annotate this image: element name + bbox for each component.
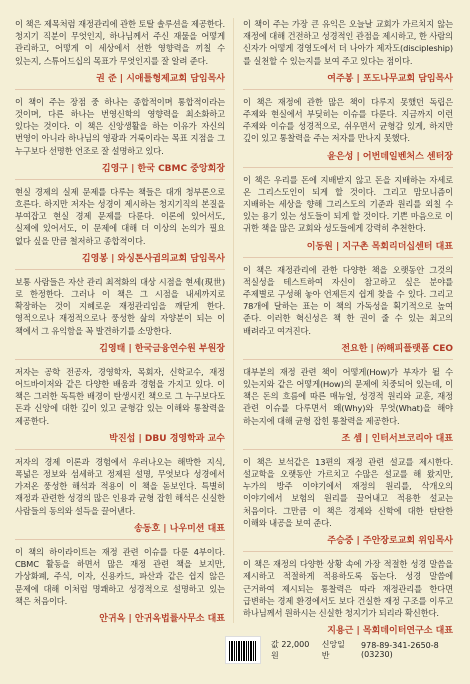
endorsement xyxy=(243,456,453,552)
right-column xyxy=(243,18,453,641)
column-divider xyxy=(233,18,234,623)
footer xyxy=(225,635,460,665)
isbn: 978-89-341-2650-8 (03230) xyxy=(361,641,439,659)
endorsement-author xyxy=(15,521,225,534)
divider-line xyxy=(15,89,225,90)
endorsement xyxy=(243,174,453,258)
endorsement-text: 보통 사람들은 자산 관리 최적화의 대상 시점을 현세(現世)로 한정한다. 그러나 이 책은 그 시점을 내세까지로 확장하는 것이 지혜로운 재정관리임을 깨닫게 한다. 영적으로나 재정적으로나 풍성한 삶의 자양분이 되는 이 책에서 그 유익함을 꼭 발견하기를 소망한다. xyxy=(15,276,225,336)
category: 신앙일반 xyxy=(321,640,345,660)
endorsement-author xyxy=(243,533,453,546)
endorsement xyxy=(243,366,453,450)
author-name: 안귀옥 | 안귀옥법률사무소 대표 xyxy=(99,613,225,624)
divider-line xyxy=(15,539,225,540)
endorsement xyxy=(15,546,225,624)
author-name: 박진섭 | DBU 경영학과 교수 xyxy=(109,433,225,444)
endorsement-text: 저자의 경제 이론과 경험에서 우러나오는 해박한 지식, 폭넓은 정보와 섬세하고 정제된 설명, 무엇보다 성경에서 가져온 풍성한 해석과 적용이 이 책을 돋보인다. 특별히 재정과 관련한 성경의 많은 인용과 균형 잡힌 해석은 신실한 사람들의 동의와 설득을 끌어낸다. xyxy=(15,456,225,516)
endorsement-text: 이 책은 보석같은 13편의 재정 관련 설교를 제시한다. 설교학을 오랫동안 가르치고 수많은 설교를 해 왔지만, 누가의 방주 이야기에서 재정의 원리를, 삭개오의 이야기에서 보험의 원리를 끌어내고 적용한 설교는 처음이다. 그만큼 이 책은 경제와 신학에 대한 탄탄한 이해와 내공을 보여 준다. xyxy=(243,456,453,528)
endorsement-text: 현실 경제의 실제 문제를 다루는 책들은 대개 청부론으로 흐른다. 하지만 저자는 성경이 제시하는 청지기직의 본질을 부여잡고 현실 경제 문제를 다룬다. 이론에 있어서도, 실제에 있어서도, 이 문제에 대해 더 이상의 논의가 필요 없다 싶을 만큼 철저하고 종합적이다. xyxy=(15,186,225,246)
divider-line xyxy=(243,359,453,360)
author-name: 조 셈 | 인터서브코리아 대표 xyxy=(341,433,453,444)
price: 값 22,000원 xyxy=(271,640,310,660)
endorsement-text: 이 책이 주는 가장 큰 유익은 오늘날 교회가 가르치지 않는 재정에 대해 건전하고 성경적인 관점을 제시하고, 한 사람의 신자가 어떻게 경영도에서 더 나아가 제자도(discipleship)를 실천할 수 있는지를 보여 주고 있다는 점이다. xyxy=(243,19,453,66)
endorsement xyxy=(243,558,453,636)
endorsement xyxy=(15,456,225,540)
endorsement-text: 이 책은 우리를 돈에 지배받지 않고 돈을 지배하는 자세로 온 그리스도인이 되게 할 것이다. 그리고 맘모니즘이 지배하는 세상을 향해 그리스도의 기준과 원리를 외칠 수 있는 용기 있는 성도들이 되게 할 것이다. 기쁜 마음으로 이 귀한 책을 많은 교회와 성도들에게 강력히 추천한다. xyxy=(243,174,453,234)
endorsement-text: 이 책은 제목처럼 재정관리에 관한 토탈 솔루션을 제공한다. 청지기 직분이 무엇인지, 하나님께서 주신 재물을 어떻게 관리하고, 어떻게 이 세상에서 선한 영향력을 끼칠 수 있는지, 스튜어드십의 목표가 무엇인지를 잘 알려 준다. xyxy=(15,19,225,66)
endorsement-author xyxy=(15,431,225,444)
divider-line xyxy=(15,449,225,450)
endorsement-text: 이 책은 재정의 다양한 상황 속에 가장 적절한 성경 말씀을 제시하고 적절하게 적용하도록 돕는다. 성경 말씀에 근거하여 제시되는 통찰력은 따라 재정관리를 한다면 급변하는 경제 환경에서도 보다 건실한 재정 구조를 이루고 하나님께서 원하시는 신실한 청지기가 되리라 확신한다. xyxy=(243,559,453,618)
author-name: 송동호 | 나우미션 대표 xyxy=(134,523,225,534)
endorsement xyxy=(15,18,225,90)
divider-line xyxy=(15,359,225,360)
endorsement-author xyxy=(15,251,225,264)
divider-line xyxy=(243,257,453,258)
author-name: 권 준 | 시애틀형제교회 담임목사 xyxy=(96,73,225,84)
endorsement xyxy=(15,186,225,270)
author-name: 이동원 | 지구촌 목회리더십센터 대표 xyxy=(306,241,453,252)
endorsement xyxy=(243,96,453,168)
endorsement xyxy=(243,264,453,360)
author-name: 김영봉 | 와싱톤사귐의교회 담임목사 xyxy=(81,253,225,264)
divider-line xyxy=(243,89,453,90)
endorsement-text: 저자는 공학 전공자, 경영학자, 목회자, 신학교수, 재정 어드바이저와 같은 다양한 배움과 경험을 가지고 있다. 이 책은 그러한 독특한 배경이 탄생시킨 책으로 그 누구보다도 돈과 신앙에 대한 깊이 있고 균형감 있는 이해와 통찰력을 제공한다. xyxy=(15,366,225,426)
endorsement-author xyxy=(243,239,453,252)
author-name: 김영구 | 한국 CBMC 중앙회장 xyxy=(101,163,225,174)
author-name: 윤은성 | 어번데일벤처스 센터장 xyxy=(327,151,453,162)
endorsement xyxy=(243,18,453,90)
endorsement-author xyxy=(15,71,225,84)
divider-line xyxy=(243,167,453,168)
author-name: 주승중 | 주안장로교회 위임목사 xyxy=(327,536,453,547)
endorsement-text: 대부분의 재정 관련 책이 어떻게(How)가 부자가 될 수 있는지와 같은 어떻게(How)의 문제에 치중되어 있는데, 이 책은 돈의 흐름에 따른 매뉴얼, 성경적 원리와 교훈, 재정 관련 이슈를 다루면서 왜(Why)와 무엇(What)을 해야 하는지에 대해 균형 잡힌 통찰력을 제공한다. xyxy=(243,366,453,426)
endorsement-author xyxy=(243,341,453,354)
endorsement-author xyxy=(15,161,225,174)
endorsement-text: 이 책은 재정관리에 관한 다양한 책을 오랫동안 그것의 적실성을 테스트하여 자신이 참고하고 싶은 분야를 주제별로 구성해 놓아 언제든지 쉽게 찾을 수 있다. 그리고 78개에 달하는 표는 이 책의 가독성을 획기적으로 높여 준다. 이러한 혁신성은 책 한 권이 줄 수 있는 최고의 배려라고 여겨진다. xyxy=(243,264,453,336)
divider-line xyxy=(15,179,225,180)
endorsement-author xyxy=(243,71,453,84)
endorsement-author xyxy=(243,431,453,444)
endorsement xyxy=(15,276,225,360)
endorsement xyxy=(15,96,225,180)
endorsement-text: 이 책이 주는 장점 중 하나는 종합적이며 통합적이라는 것이며, 다른 하나는 번영신학의 영향력을 최소화하고 있다는 것이다. 이 책은 신앙생활을 하는 이유가 자신의 번영이 아니라 하나님의 영광과 거룩이라는 목표 지점을 그 누구보다 선명한 언조로 잘 설명하고 있다. xyxy=(15,96,225,156)
endorsement-text: 이 책은 재정에 관한 많은 책이 다루지 못했던 독립은 주제와 현실에서 부딪히는 이슈를 다룬다. 지금까지 이런 주제와 이슈를 성경적으로, 쉬우면서 균형감 있게, 하지만 깊이 있고 통찰력을 주는 저자를 만나지 못했다. xyxy=(243,96,453,144)
divider-line xyxy=(243,449,453,450)
endorsement-author xyxy=(15,611,225,624)
left-column xyxy=(15,18,225,629)
author-name: 김영태 | 한국금융연수원 부원장 xyxy=(99,343,225,354)
divider-line xyxy=(243,551,453,552)
author-name: 여주봉 | 포도나무교회 담임목사 xyxy=(327,73,453,84)
barcode-icon xyxy=(225,636,261,664)
divider-line xyxy=(15,269,225,270)
endorsement-author xyxy=(15,341,225,354)
endorsement xyxy=(15,366,225,450)
author-name: 전요한 | ㈜해피플랫폼 CEO xyxy=(341,343,453,354)
author-name: 지용근 | 목회데이터연구소 대표 xyxy=(327,626,453,637)
endorsement-text: 이 책의 하이라이트는 재정 관련 이슈를 다룬 4부이다. CBMC 활동을 하면서 많은 재정 관련 책을 보지만, 가상화폐, 주식, 이자, 신용카드, 파산과 같은 쉽지 않은 문제에 대해 이처럼 명쾌하고 성경적으로 설명하고 있는 책은 처음이다. xyxy=(15,546,225,606)
endorsement-author xyxy=(243,149,453,162)
